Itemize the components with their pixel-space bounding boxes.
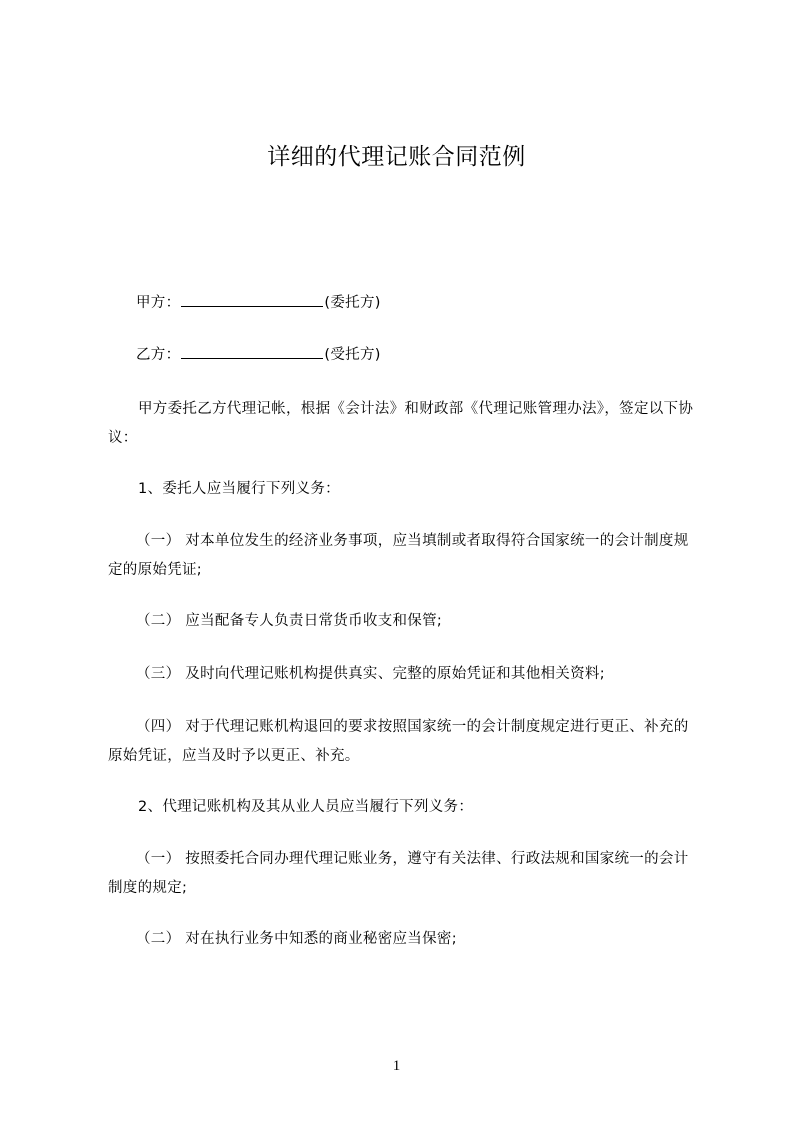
section-2-item-1: （一） 按照委托合同办理代理记账业务，遵守有关法律、行政法规和国家统一的会计制度的规定; [108, 851, 689, 896]
party-a-label: 甲方： [136, 295, 181, 311]
section-2-item-2: （二） 对在执行业务中知悉的商业秘密应当保密; [136, 931, 457, 947]
party-a-line [136, 292, 381, 313]
party-b-label: 乙方： [136, 347, 181, 363]
intro-paragraph: 甲方委托乙方代理记帐，根据《会计法》和财政部《代理记账管理办法》，签定以下协议： [108, 401, 694, 446]
party-b-role: (受托方) [324, 347, 381, 363]
section-2-heading: 2、代理记账机构及其从业人员应当履行下列义务： [138, 799, 474, 815]
section-1-item-3: （三） 及时向代理记账机构提供真实、完整的原始凭证和其他相关资料; [136, 666, 605, 682]
document-title: 详细的代理记账合同范例 [267, 144, 526, 170]
party-a-blank [181, 292, 323, 307]
party-a-role: (委托方) [324, 295, 381, 311]
section-1-heading: 1、委托人应当履行下列义务： [138, 481, 340, 497]
party-b-line [136, 344, 381, 365]
page-number: 1 [392, 1058, 401, 1074]
party-b-blank [181, 344, 323, 359]
section-1-item-1: （一） 对本单位发生的经济业务事项，应当填制或者取得符合国家统一的会计制度规定的原始凭证; [108, 533, 689, 578]
section-1-item-2: （二） 应当配备专人负责日常货币收支和保管; [136, 613, 443, 629]
section-1-item-4: （四） 对于代理记账机构退回的要求按照国家统一的会计制度规定进行更正、补充的原始凭证，应当及时予以更正、补充。 [108, 719, 689, 764]
